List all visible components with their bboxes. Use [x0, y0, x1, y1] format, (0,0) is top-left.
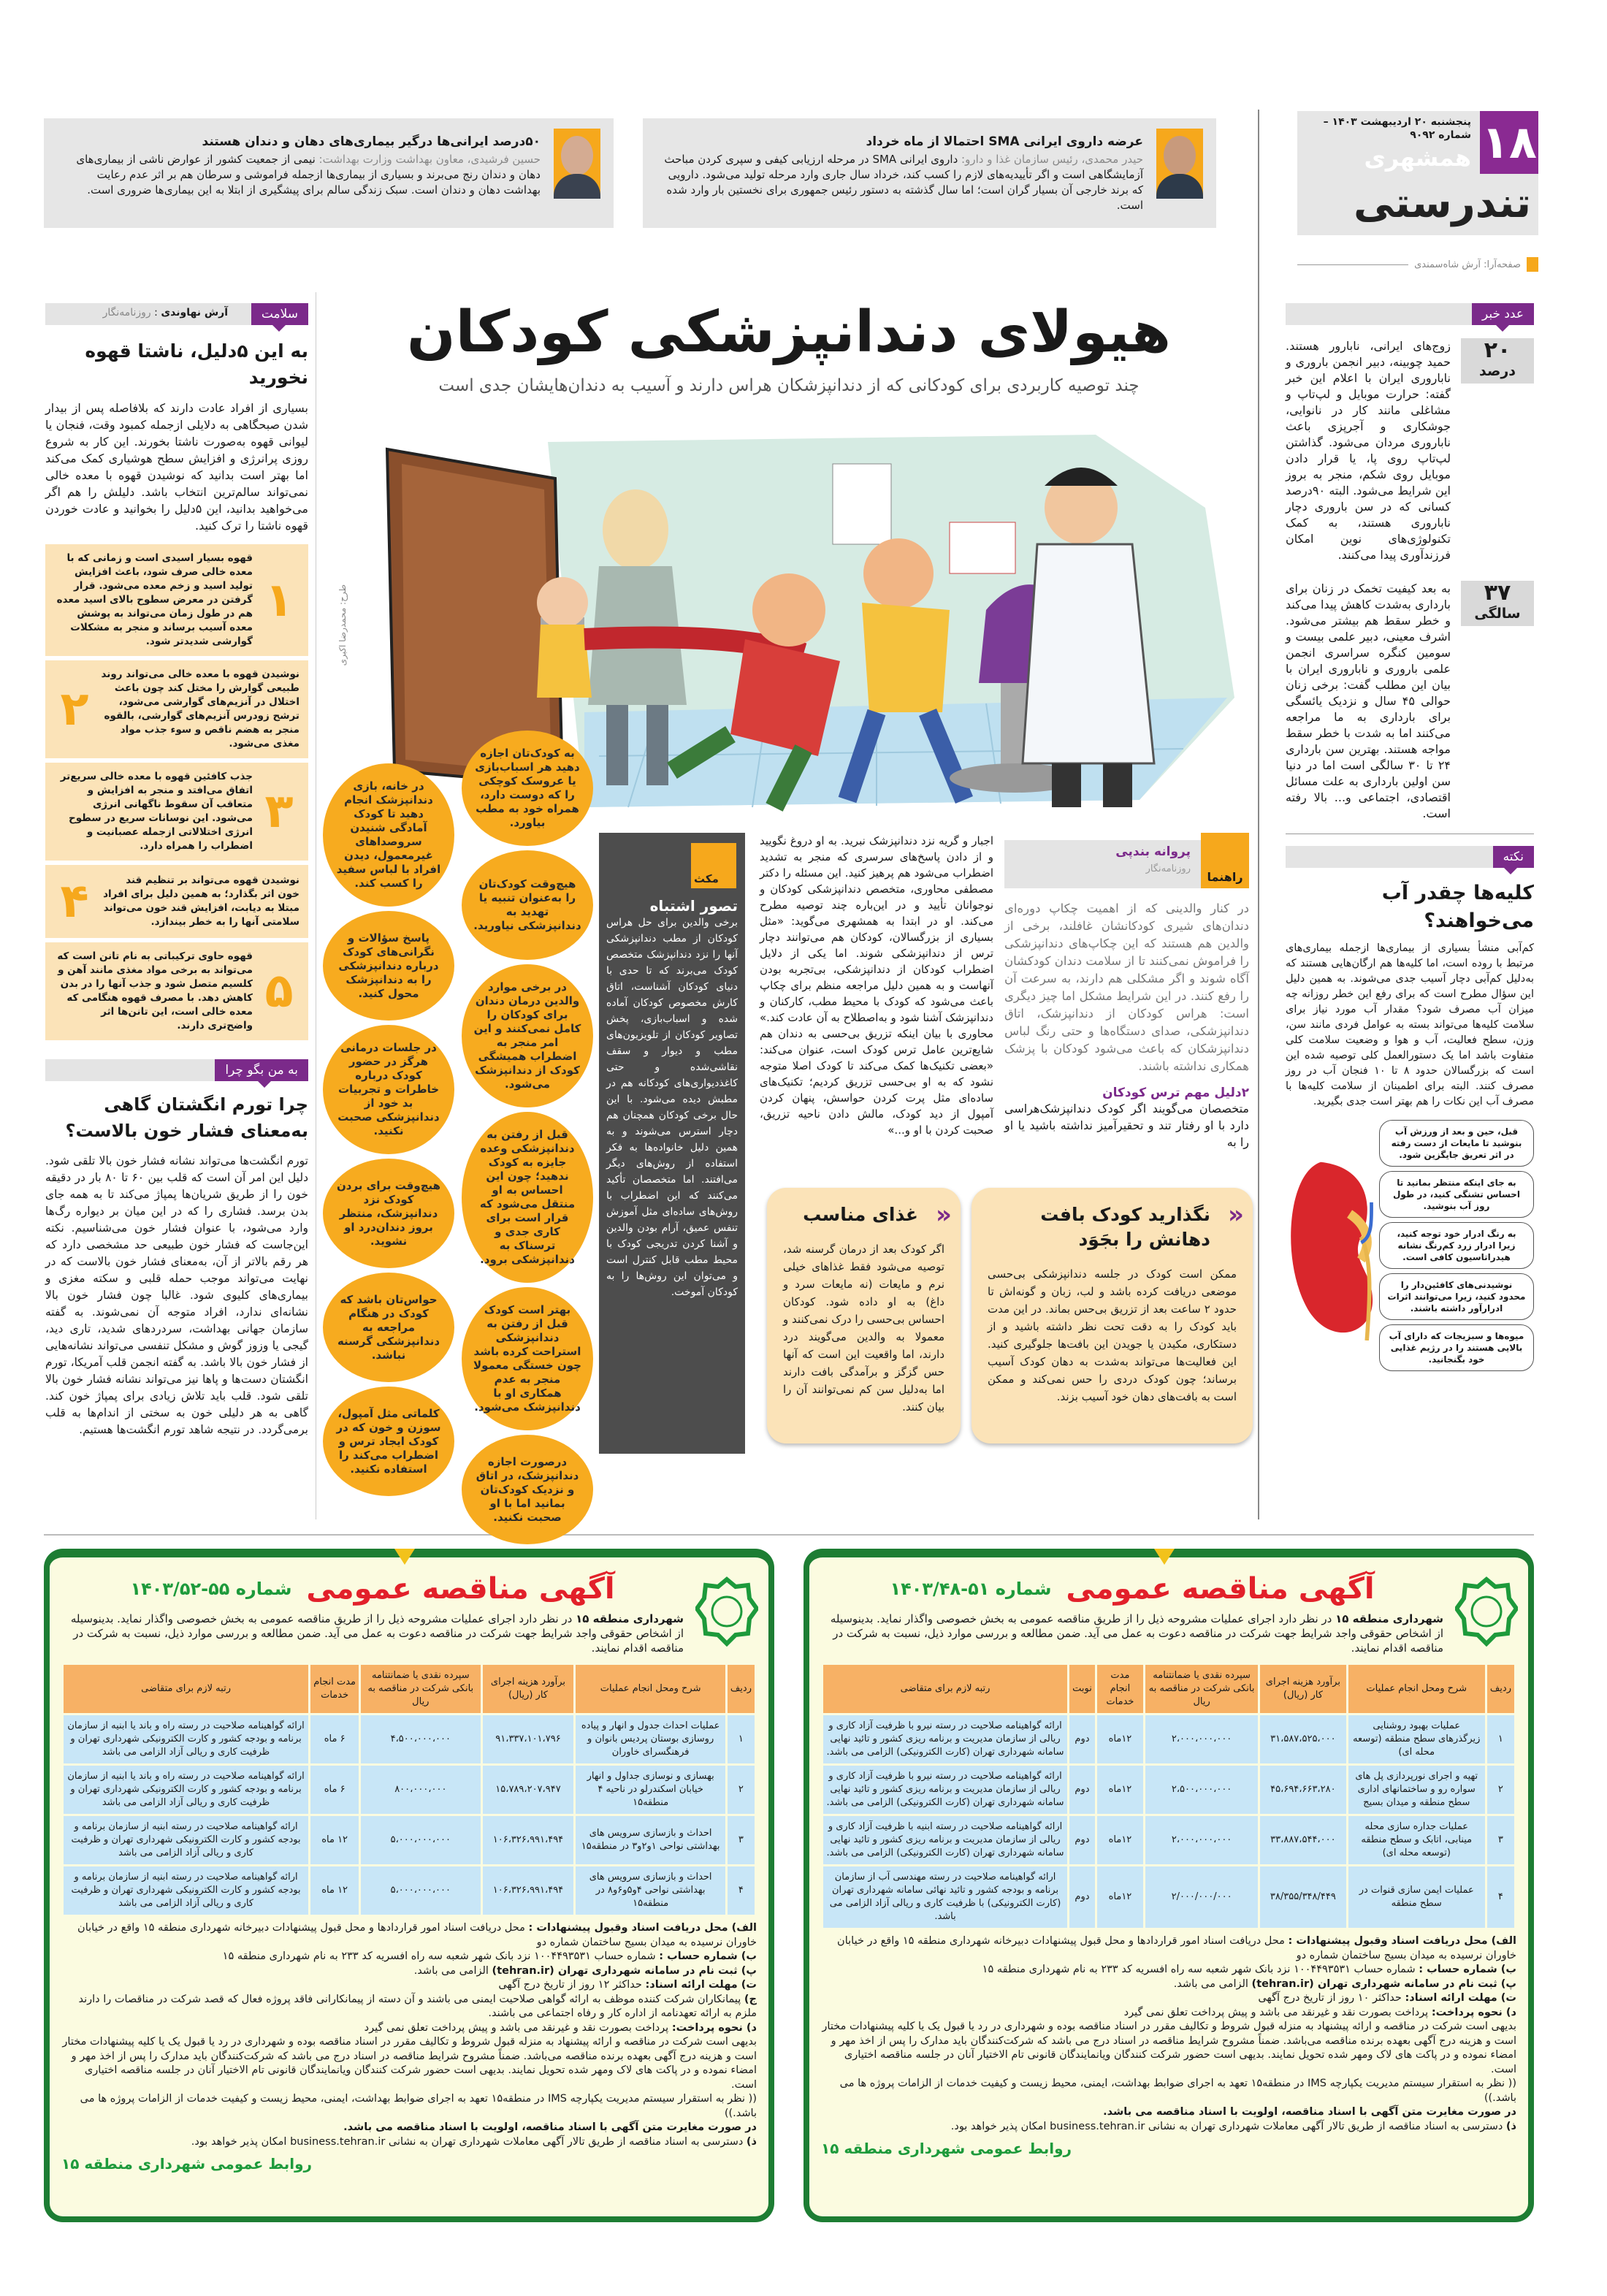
quote-text: داروی ایرانی SMA در مرحله ارزیابی کیفی و سپری کردن مباحث آزمایشگاهی است و اگر تأییدیه‌های لازم را کسب کند، خرداد سال جاری وارد مرحله تولید می‌شود. دارویی که برند خارجی آن بسیار گران است؛ اما سال گذشته به دستور رئیس جمهوری برای نخستین بار وارد شده است.	[664, 153, 1143, 212]
table-row	[823, 1866, 1514, 1928]
table-cell: ارائه گواهینامه صلاحیت در رسته راه و باند یا ابنیه از سازمان برنامه و بودجه کشور و کارت الکترونیکی شهرداری تهران و ظرفیت کاری و ریالی آزاد الزامی می باشد	[64, 1715, 308, 1763]
column-header: شرح ومحل انجام عملیات	[1348, 1665, 1485, 1713]
table-cell: ۴،۵۰۰،۰۰۰،۰۰۰	[361, 1715, 480, 1763]
ad-number: شماره ۵۵-۱۴۰۳/۵۲	[130, 1579, 292, 1599]
table-cell: ۳۳،۸۸۷،۵۴۴،۰۰۰	[1260, 1816, 1346, 1864]
clause-label: د) نحوه پرداخت:	[671, 2021, 757, 2034]
tip-box	[767, 1188, 961, 1443]
column-header: نوبت	[1069, 1665, 1095, 1713]
section-tag: مکث	[691, 843, 736, 888]
table-cell: دوم	[1069, 1766, 1095, 1814]
clause-label: الف) محل دریافت اسناد وقبول پیشنهادات :	[528, 1922, 757, 1934]
section-bar: سلامت آرش نهاوندی : روزنامه‌نگار	[45, 303, 308, 325]
portrait-photo	[1156, 129, 1203, 199]
column-header: سپرده نقدی یا ضمانتنامه بانکی شرکت در مناقصه به ریال	[361, 1665, 480, 1713]
column-header: ردیف	[728, 1665, 755, 1713]
reason-item	[45, 865, 308, 938]
table-cell: ۱۲ماه	[1097, 1816, 1143, 1864]
table-cell: ۱۲ماه	[1097, 1866, 1143, 1928]
tip-box	[972, 1188, 1253, 1443]
ad-signature: روابط عمومی شهرداری منطقه ۱۵	[821, 2140, 1072, 2157]
section-tag: راهنما	[1201, 833, 1249, 888]
tender-ad	[804, 1549, 1534, 2222]
reason-item	[45, 763, 308, 861]
reason-item	[45, 544, 308, 656]
box-title: تصور اشتباه	[649, 897, 738, 915]
reason-item	[45, 942, 308, 1040]
table-cell: احداث و بازسازی سرویس های بهداشتی نواحی ۴و۵و۶و۸ در منطقه۱۵	[576, 1866, 725, 1915]
author-role: روزنامه‌نگار	[1145, 863, 1191, 874]
issue-date: پنجشنبه ۲۰ اردیبهشت ۱۴۰۳ – شماره ۹۰۹۲	[1323, 116, 1471, 141]
clause-text: الزامی می باشد.	[1173, 1977, 1252, 1990]
column-header: ردیف	[1487, 1665, 1514, 1713]
ad-marker-icon	[394, 1549, 415, 1565]
ad-title: آگهی مناقصه عمومی	[306, 1572, 615, 1606]
tip-bubble: هیچ‌وقت کودک‌تان را به‌عنوان تنبیه یا تهدید به دندانپزشکی نیاورید.	[462, 850, 593, 960]
clause-text: حداکثر ۱۰ روز از تاریخ درج آگهی	[1258, 1992, 1405, 2004]
table-cell: ۶ ماه	[310, 1715, 359, 1763]
clause-text: پرداخت بصورت نقد و غیرنقد می باشد و پیش پرداخت تعلق نمی گیرد	[364, 2021, 672, 2034]
tip-bubble: حواس‌تان باشد که کودک در هنگام مراجعه به دندانپزشکی گرسنه نباشد.	[323, 1273, 454, 1382]
tip-title: غذای مناسب	[803, 1204, 918, 1225]
ad-marker-icon	[1154, 1549, 1175, 1565]
quote-speaker: حسین فرشیدی، معاون بهداشت وزارت بهداشت:	[318, 153, 541, 166]
chevron-icon: «	[1228, 1200, 1244, 1229]
table-cell: ۱۲ماه	[1097, 1766, 1143, 1814]
portrait-photo	[554, 129, 600, 199]
kidney-tip: به جای اینکه منتظر بمانید تا احساس تشنگی کنید، در طول روز آب بنوشید.	[1379, 1171, 1534, 1218]
number-value: ۲۰	[1484, 337, 1511, 363]
tip-bubble: در خانه، بازی دندانپزشک انجام دهید تا کودک آمادگی شنیدن سروصداهای غیرمعمول، دیدن افراد با لباس سفید را کسب کند.	[323, 763, 454, 907]
ad-title: آگهی مناقصه عمومی	[1066, 1572, 1375, 1606]
newspaper-logo: همشهری	[1364, 144, 1471, 172]
table-cell: ۲،۰۰۰،۰۰۰،۰۰۰	[1145, 1715, 1258, 1763]
table-cell: ۶ ماه	[310, 1766, 359, 1814]
clause-text: الزامی می باشد.	[413, 1964, 492, 1977]
table-cell: ارائه گواهینامه صلاحیت در رسته مهندسی آب از سازمان برنامه و بودجه کشور و تائید نهائی سامانه شهرداری تهران (کارت الکترونیکی) با ظرفیت کاری و ریالی آزاد الزامی می باشد.	[823, 1866, 1067, 1928]
table-cell: ۱۲ ماه	[310, 1816, 359, 1864]
advertiser-name: شهرداری منطقه ۱۵	[576, 1612, 684, 1625]
article-body: کم‌آبی منشأ بسیاری از بیماری‌ها ازجمله بیماری‌های مرتبط با روده است، اما کلیه‌ها هم ارگان‌هایی هستند که به‌دلیل کم‌آبی دچار آسیب جدی می‌شوند. به همین دلیل این سؤال مطرح است که برای رفع این خطر روزانه چه میزان آب مصرف شود؟ مقدار آب مورد نیاز برای سلامت کلیه‌ها می‌تواند بسته به عوامل فردی مانند سن، وزن، سطح فعالیت، آب و هوا و وضعیت سلامت کلی متفاوت باشد اما یک دستورالعمل کلی توصیه شده این است که بزرگسالان حدود ۸ تا ۱۰ فنجان آب در روز مصرف کنند. البته برای اطمینان از سلامت کلیه‌ها با مصرف آب این نکات را هم بهتر است جدی بگیرید.	[1286, 942, 1534, 1107]
article-body: اجبار و گریه نزد دندانپزشک نبرید. به او دروغ نگویید و از دادن پاسخ‌های سرسری که منجر به تشدید اضطراب می‌شود هم پرهیز کنید. این مسئله را دکتر مصطفی محاوری، متخصص دندانپزشکی کودکان و نوجوانان تأیید و در این‌باره چند توصیه مطرح می‌کند. او در ابتدا به همشهری می‌گوید: «مثل بسیاری از بزرگسالان، کودکان هم می‌توانند دچار ترس از دندانپزشکی شوند. اما یکی از دلایل اضطراب کودکان از دندانپزشکی، بی‌تجربه بودن آنهاست و به همین دلیل مراجعه منظم برای چکاپ باعث می‌شود که کودک با محیط مطب، کارکنان و دندانپزشک آشنا شود و به‌اصطلاح به آن عادت کند.» محاوری با بیان اینکه تزریق بی‌حسی به دندان هم شایع‌ترین عامل ترس کودک است، عنوان می‌کند: «بعضی تکنیک‌ها کمک می‌کند تا کودک اصلا متوجه نشود که به او بی‌حسی تزریق کردیم؛ تکنیک‌های ساده‌ای مثل پرت کردن حواسش، پنهان کردن آمپول از دید کودک، مالش دادن ناحیه تزریق، صحبت کردن با او و...»	[760, 834, 993, 1137]
news-text: زوج‌های ایرانی، نابارور هستند. حمید چوبینه، دبیر انجمن باروری و ناباروری ایران با اعلام این خبر گفته: حرارت موبایل و لپ‌تاپ و مشاغلی مانند کار در نانوایی، جوشکاری و آجرپزی باعث ناباروری مردان می‌شود. گذاشتن لپ‌تاپ روی پا، یا قرار دادن موبایل روی شکم، منجر به بروز این شرایط می‌شود. البته ۹۰درصد کسانی که در سن باروری دچار ناباروری هستند، به کمک تکنولوژی‌های نوین امکان فرزندآوری پیدا می‌کنند.	[1286, 339, 1451, 562]
advertiser-name: شهرداری منطقه ۱۵	[1335, 1612, 1443, 1625]
tip-bubble: پاسخ سؤالات و نگرانی‌های کودک درباره دندانپزشکی را به دندانپزشک محول کنید.	[323, 911, 454, 1021]
news-number-item	[1286, 338, 1534, 563]
layout-credit-text: صفحه‌آرا: آرش شاه‌سمندی	[1414, 259, 1521, 270]
clause-label: ت) مهلت ارائه اسناد:	[1405, 1992, 1516, 2004]
tip-title: نگذارید کودک بافت دهانش را بجَوَد	[1040, 1204, 1210, 1250]
table-row	[823, 1715, 1514, 1763]
illustration-credit: طرح: محمدرضا اکبری	[337, 584, 348, 666]
article-title: به این ۵دلیل، ناشتا قهوه نخورید	[85, 340, 308, 388]
tips-bubbles-column	[462, 731, 593, 1544]
tip-bubble: در جلسات درمانی هرگز در حضور کودک درباره خاطرات و تجربیات بد خود از دندانپزشکی صحبت نکنید.	[323, 1025, 454, 1154]
article-subhead: ۲دلیل مهم ترس کودکان	[1102, 1086, 1249, 1100]
quote-text: نیمی از جمعیت کشور از عوارض ناشی از بیماری‌های دهان و دندان رنج می‌برند و بسیاری از بیماری‌ها ازجمله فراموشی و سرطان هم بر اثر عدم رعایت بهداشت دهان و دندان است. سبک زندگی سالم برای پیشگیری از ابتلا به این بیماری‌ها ضروری است.	[76, 153, 541, 197]
ad-signature: روابط عمومی شهرداری منطقه ۱۵	[61, 2155, 313, 2173]
number-unit: سالگی	[1474, 606, 1521, 622]
page-number: ۱۸	[1480, 111, 1538, 174]
box-text: برخی والدین برای حل هراس کودکان از مطب دندانپزشکی آنها را نزد دندانپزشک متخصص کودک می‌برند که تا حدی با دنیای کودکان آشناست، اتاق کارش مخصوص کودکان آماده شده و اسباب‌بازی، پخش تصاویر کودکان از تلویزیون‌های مطب و دیوار و سقف نقاشی‌شده و حتی کاغذدیواری‌های کودکانه هم در مطبش دیده می‌شود. با این حال برخی کودکان همچنان هم دچار استرس می‌شوند و به همین دلیل خانواده‌ها به فکر استفاده از روش‌های دیگر می‌افتند. اما متخصصان تأکید می‌کنند که این اضطراب با روش‌های ساده‌ای مثل آموزش تنفس عمیق، آرام بودن والدین و آشنا کردن تدریجی کودک با محیط مطب قابل کنترل است و می‌توان این روش‌ها را به کودکان آموخت.	[606, 917, 738, 1298]
tip-text: ممکن است کودک در جلسه دندانپزشکی بی‌حسی موضعی دریافت کرده باشد و لب، زبان و گونه‌اش تا حدود ۲ ساعت بعد از تزریق بی‌حس بماند. در این مدت باید کودک را به دقت تحت نظر داشته باشید و از دستکاری، مکیدن یا جویدن این بافت‌ها جلوگیری کنید. این فعالیت‌ها می‌تواند به‌شدت به دهان کودک آسیب برساند؛ چون کودک دردی را حس نمی‌کند و ممکن است به بافت‌های دهان خود آسیب بزند.	[988, 1267, 1237, 1403]
article-body: متخصصان می‌گویند اگر کودک دندانپزشک‌هراسی دارد با او رفتار تند و تحقیرآمیز نداشته باشید یا او را به	[1004, 1102, 1249, 1149]
table-row	[64, 1715, 755, 1763]
section-bar	[1286, 846, 1534, 868]
table-cell: ۵،۰۰۰،۰۰۰،۰۰۰	[361, 1816, 480, 1864]
clause-label: ب) شماره حساب :	[659, 1950, 757, 1962]
quote-box	[643, 118, 1216, 228]
tehran-municipality-emblem-icon	[695, 1576, 758, 1647]
column-header: برآورد هزینه اجرای کار (ریال)	[483, 1665, 574, 1713]
author-name: آرش نهاوندی	[161, 307, 228, 319]
clause-label: در صورت مغایرت متن آگهی با اسناد مناقصه، اولویت با اسناد مناقصه می باشد.	[1103, 2106, 1516, 2118]
kidney-tip: قبل، حین و بعد از ورزش آب بنوشید تا مایعات از دست رفته در اثر تعریق جایگزین شود.	[1379, 1120, 1534, 1167]
quote-title: ۵۰درصد ایرانی‌ها درگیر بیماری‌های دهان و دندان هستند	[202, 134, 541, 149]
article-body: تورم انگشت‌ها می‌تواند نشانه فشار خون بالا تلقی شود. دلیل این امر آن است که قلب بین ۶۰ تا ۸۰ بار در دقیقه خون را از طریق شریان‌ها پمپاژ می‌کند تا به همه جای بدن برسد. فشاری را که در این میان بر دیواره رگ‌ها وارد می‌شود، با عنوان فشار خون می‌شناسیم. نکته این‌جاست که فشار خون طبیعی حد مشخصی دارد که هر رقم بالاتر از آن، به‌معنای فشار خون بالاست که در نهایت می‌تواند موجب حمله قلبی و سکته مغزی و بیماری‌های کلیوی شود. غالبا چون فشار خون بالا نشانه‌ای ندارد، افراد متوجه آن نمی‌شوند. به گفته سازمان جهانی بهداشت، سردردهای شدید، تاری دید، گیجی یا وزوز گوش و مشکل تنفسی می‌تواند نشانه‌هایی از فشار خون بالا باشد. به گفته انجمن قلب آمریکا، تورم انگشتان دست‌ها و پاها نیز می‌تواند نشانه فشار خون بالا تلقی شود. قلب باید تلاش زیادی برای پمپاژ خون کند. گاهی به هر دلیلی خون به سختی از اندام‌ها به قلب برمی‌گردد. در نتیجه شاهد تورم انگشت‌ها هستیم.	[45, 1154, 308, 1436]
clause-text: محل دریافت اسناد امور قراردادها و محل قبول پیشنهادات دبیرخانه شهرداری منطقه ۱۵ واقع در خیابان خاوران نرسیده به میدان بسیج ساختمان شماره دو	[77, 1922, 757, 1948]
tip-bubble: در برخی موارد والدین درمان دندان برای کودکان را کامل نمی‌کنند و این امر منجر به اضطراب همیشگی کودک از دندانپزشک می‌شود.	[462, 964, 593, 1107]
ad-intro: در نظر دارد اجرای عملیات مشروحه ذیل را از طریق مناقصه عمومی به بخش خصوصی واگذار نماید. بدینوسیله از اشخاص حقوقی واجد شرایط جهت شرکت در مناقصه دعوت به عمل می آید. ضمن مطالعه و بررسی موارد ذیل، نسبت به شرکت در مناقصه اقدام نمایند.	[70, 1612, 684, 1655]
table-row	[823, 1816, 1514, 1864]
table-cell: احداث و بازسازی سرویس های بهداشتی نواحی ۱و۲و۳ در منطقه۱۵	[576, 1816, 725, 1864]
table-cell: دوم	[1069, 1715, 1095, 1763]
reason-text: جذب کافئین قهوه با معده خالی سریع‌تر اتفاق می‌افتد و منجر به افزایش و متعاقب آن سقوط ناگهانی انرژی می‌شود. این نوسانات سریع در سطوح انرژی اختلالاتی ازجمله عصبانیت و اضطراب را همراه دارد.	[60, 771, 253, 852]
ad-number: شماره ۵۱-۱۴۰۳/۴۸	[890, 1579, 1052, 1599]
author-name: پروانه بندپی	[1115, 844, 1191, 859]
kidney-tip: به رنگ ادرار خود توجه کنید، زیرا ادرار زرد کم‌رنگ نشانه هیدراتاسیون کافی است.	[1379, 1222, 1534, 1269]
clause-label: ت) مهلت ارائه اسناد:	[645, 1979, 757, 1991]
clause-text: شماره حساب ۱۰۰۴۴۹۳۵۳۱ نزد بانک شهر شعبه سه راه افسریه کد ۲۳۳ به نام شهرداری منطقه ۱۵	[982, 1964, 1419, 1975]
table-cell: ۴	[1487, 1866, 1514, 1928]
number-unit: درصد	[1478, 363, 1516, 379]
reason-text: قهوه حاوی ترکیباتی به نام تانن است که می‌تواند به برخی مواد مغذی مانند آهن و کلسیم متصل شود و جذب آنها را در بدن کاهش دهد. با مصرف قهوه هنگامی که معده خالی است، این تانن‌ها اثر واضح‌تری دارند.	[57, 950, 253, 1031]
table-cell: ۲	[1487, 1766, 1514, 1814]
table-cell: ۹۱،۳۳۷،۱۰۱،۷۹۶	[483, 1715, 574, 1763]
tender-table	[61, 1663, 757, 1917]
reason-number: ۲	[60, 682, 89, 736]
tip-bubble: هیچ‌وقت برای بردن کودک نزد دندانپزشک، منتظر بروز دندان‌درد او نشوید.	[323, 1159, 454, 1268]
tip-bubble: بهتر است کودک قبل از رفتن به دندانپزشکی استراحت کرده باشد چون خستگی معمولا منجر به عدم همکاری او با دندانپزشک می‌شود.	[462, 1287, 593, 1430]
clause-text: بدیهی است شرکت در مناقصه و ارائه پیشنهاد به منزله قبول شروط و تکالیف مقرر در اسناد مناقصه بوده و شهرداری در رد یا قبول یک یا کلیه پیشنهادات مختار است و هزینه درج آگهی بعهده برنده مناقصه می‌باشد. ضمناً مشروح شرایط مناقصه در اسناد درج می باشد که شرکت‌کنندگان باید مدارک را پس از اخذ مهر و امضاء نموده و در پاکت های لاک ومهر شده تحویل نمایند. بدیهی است حضور شرکت کنندگان ویانمایندگان قانونی تام الاختیار آنان در جلسه مناقصه اختیاری است.	[822, 2021, 1516, 2075]
clause-text: دسترسی به اسناد مناقصه از طریق تالار آگهی معاملات شهرداری تهران به نشانی business.tehran.ir امکان پذیر خواهد بود.	[191, 2135, 747, 2148]
table-cell: ۴	[728, 1866, 755, 1915]
table-cell: تهیه و اجرای نورپردازی پل های سواره رو و ساختمانهای اداری سطح منطقه و میدان بسیج	[1348, 1766, 1485, 1814]
table-cell: ۱۲ ماه	[310, 1866, 359, 1915]
clause-text: (( نظر به استقرار سیستم مدیریت یکپارچه IMS در منطقه۱۵ تعهد به اجرای ضوابط بهداشت، ایمنی، محیط زیست و کیفیت خدمات از الزامات پروژه ها می باشد.))	[80, 2093, 757, 2119]
author-role: روزنامه‌نگار	[102, 307, 151, 319]
clause-text: (( نظر به استقرار سیستم مدیریت یکپارچه IMS در منطقه۱۵ تعهد به اجرای ضوابط بهداشت، ایمنی، محیط زیست و کیفیت خدمات از الزامات پروژه ها می باشد.))	[839, 2078, 1516, 2104]
number-value: ۳۷	[1484, 580, 1511, 606]
tender-ad	[44, 1549, 774, 2222]
number-badge	[1461, 581, 1534, 626]
clause-label: د) نحوه پرداخت:	[1431, 2006, 1516, 2018]
table-cell: ۳	[728, 1816, 755, 1864]
guide-article	[1004, 833, 1249, 1151]
tender-table	[821, 1663, 1516, 1930]
tips-bubbles-column	[323, 763, 454, 1496]
news-text: به بعد کیفیت تخمک در زنان برای بارداری به‌شدت کاهش پیدا می‌کند و خطر سقط هم بیشتر می‌شود. اشرف معینی، دبیر علمی بیست و سومین کنگره سراسری انجمن علمی باروری و ناباروری ایران با بیان این مطلب گفت: برخی زنان حوالی ۴۵ سال و نزدیک یائسگی برای بارداری به ما مراجعه می‌کنند اما به شدت با خطر سقط مواجه هستند. بهترین سن بارداری ۲۴ تا ۳۰ سالگی است اما در دنیا سن اولین بارداری به علت مسائل اقتصادی، اجتماعی و... بالا رفته است.	[1286, 581, 1451, 820]
table-cell: ۸۰۰،۰۰۰،۰۰۰	[361, 1766, 480, 1814]
quote-title: عرضه داروی ایرانی SMA احتمالا از ماه خرداد	[866, 134, 1143, 149]
tip-bubble: درصورت اجازه دندانپزشک، در اتاق و نزدیک کودک‌تان بمانید اما با او صحبت نکنید.	[462, 1435, 593, 1544]
table-cell: دوم	[1069, 1866, 1095, 1928]
clause-label: ج)	[744, 1993, 757, 2005]
sidebar-box-makth	[599, 833, 745, 1454]
table-cell: ارائه گواهینامه صلاحیت در رسته راه و باند یا ابنیه از سازمان برنامه و بودجه کشور و کارت الکترونیکی شهرداری تهران و ظرفیت کاری و ریالی آزاد الزامی می باشد	[64, 1766, 308, 1814]
reason-number: ۱	[264, 573, 294, 628]
clause-text: محل دریافت اسناد امور قراردادها و محل قبول پیشنهادات دبیرخانه شهرداری منطقه ۱۵ واقع در خیابان خاوران نرسیده به میدان بسیج ساختمان شماره دو	[837, 1935, 1516, 1961]
column-header: سپرده نقدی یا ضمانتنامه بانکی شرکت در مناقصه به ریال	[1145, 1665, 1258, 1713]
reason-number: ۳	[264, 785, 294, 839]
column-header: مدت انجام خدمات	[1097, 1665, 1143, 1713]
table-row	[64, 1816, 755, 1864]
section-divider	[44, 1534, 1534, 1536]
column-divider	[1258, 110, 1259, 1519]
ad-clauses	[821, 1934, 1516, 2134]
tip-text: اگر کودک بعد از درمان گرسنه شد، توصیه می‌شود فقط غذاهای خیلی نرم و مایعات (نه مایعات سرد و داغ) به او داده شود. کودکان احساس بی‌حسی را درک نمی‌کنند و معمولا به والدین می‌گویند درد دارند، اما واقعیت این است که آنها حس گزگز و برآمدگی بافت دارند اما به‌دلیل سن کم نمی‌توانند آن را بیان کنند.	[783, 1243, 944, 1414]
right-column	[1286, 303, 1534, 1371]
article-title: چرا تورم انگشتان گاهی به‌معنای فشار خون بالاست؟	[65, 1094, 308, 1141]
table-cell: ۱	[1487, 1715, 1514, 1763]
table-cell: ۳۱،۵۸۷،۵۲۵،۰۰۰	[1260, 1715, 1346, 1763]
article-body: بسیاری از افراد عادت دارند که بلافاصله پس از بیدار شدن صبحگاهی به دلایلی ازجمله کمبود وقت، فنجان یا لیوانی قهوه به‌صورت ناشتا بخورند. این کار به شروع روزی پرانرژی و افزایش سطح هوشیاری کمک می‌کند اما بهتر است بدانید که نوشیدن قهوه با معده خالی نمی‌تواند سالم‌ترین انتخاب باشد. دلیلش را هم اگر می‌خواهید بدانید، این ۵دلیل را بخوانید و عادت خوردن قهوه ناشتا را ترک کنید.	[45, 401, 308, 533]
table-cell: عملیات احداث جدول و انهار و پیاده روسازی بوستان پردیس بانوان و فرهنگسرای خاوران	[576, 1715, 725, 1763]
clause-label: پ) ثبت نام در سامانه شهرداری تهران (tehran.ir)	[1251, 1977, 1516, 1990]
reason-text: نوشیدن قهوه می‌تواند بر تنظیم قند خون اثر بگذارد؛ به همین دلیل برای افراد مبتلا به دیابت، افزایش قند خون می‌تواند سلامتی آنها را به خطر بیندازد.	[103, 874, 299, 928]
reason-text: قهوه بسیار اسیدی است و زمانی که با معده خالی صرف شود، باعث افزایش تولید اسید و زخم معده می‌شود. قرار گرفتن در معرض سطوح بالای اسید معده هم در طول زمان می‌تواند به پوشش معده آسیب برساند و منجر به مشکلات گوارشی شدیدتر شود.	[56, 552, 253, 647]
quote-speaker: حیدر محمدی، رئیس سازمان غذا و دارو:	[961, 153, 1143, 166]
reason-number: ۴	[60, 874, 89, 928]
table-row	[64, 1866, 755, 1915]
clause-text: حداکثر ۱۲ روز از تاریخ درج آگهی	[498, 1979, 646, 1991]
table-cell: ارائه گواهینامه صلاحیت در رسته نیرو با ظرفیت آزاد کاری و ریالی از سازمان مدیریت و برنامه ریزی کشور و تائید نهایی سامانه شهرداری تهران (کارت الکترونیکی) الزامی می باشد.	[823, 1715, 1067, 1763]
kidney-tip: میوه‌ها و سبزیجات که دارای آب بالایی هستند را در رژیم غذایی خود بگنجانید.	[1379, 1324, 1534, 1371]
kidney-icon	[1286, 1151, 1373, 1340]
section-bar	[45, 1059, 308, 1081]
column-header: مدت انجام خدمات	[310, 1665, 359, 1713]
table-cell: ارائه گواهینامه صلاحیت در رسته ابنیه از سازمان برنامه و بودجه کشور و کارت الکترونیکی شهرداری تهران و ظرفیت کاری و ریالی آزاد الزامی می باشد	[64, 1816, 308, 1864]
tip-bubble: قبل از رفتن به دندانپزشکی وعده جایزه به کودک ندهید؛ چون این احساس به او منتقل می‌شود که قرار است برای کاری جدی و ترسناک به دندانپزشکی برود.	[462, 1112, 593, 1283]
table-cell: ۲/۰۰۰/۰۰۰/۰۰۰	[1145, 1866, 1258, 1928]
clause-text: پیمانکاران شرکت کننده موظف به ارائه گواهی صلاحیت ایمنی می باشند و آن دسته از پیمانکارانی فاقد پروژه فعال که قصد شرکت در مناقصات را دارند ملزم به ارائه تعهدنامه از اداره کار و رفاه اجتماعی می باشند.	[78, 1993, 757, 2019]
table-cell: ۵،۰۰۰،۰۰۰،۰۰۰	[361, 1866, 480, 1915]
clause-text: پرداخت بصورت نقد و غیرنقد می باشد و پیش پرداخت تعلق نمی گیرد	[1123, 2006, 1432, 2018]
column-header: شرح ومحل انجام عملیات	[576, 1665, 725, 1713]
left-column	[45, 303, 308, 1438]
bullet-icon	[1527, 257, 1538, 272]
table-cell: ۱۰۶،۳۲۶،۹۹۱،۴۹۴	[483, 1866, 574, 1915]
kidney-tip: نوشیدنی‌های کافئین‌دار را محدود کنید، زیرا می‌توانند اثرات ادرارآور داشته باشند.	[1379, 1273, 1534, 1320]
section-tag: عدد خبر	[1472, 303, 1534, 325]
clause-label: پ) ثبت نام در سامانه شهرداری تهران (tehran.ir)	[492, 1964, 757, 1977]
reason-number: ۵	[264, 964, 294, 1018]
table-cell: ۳۸/۳۵۵/۳۴۸/۴۴۹	[1260, 1866, 1346, 1928]
table-cell: عملیات جداره سازی محله مینابی، اتابک و سطح منطقه (توسعه محله ای)	[1348, 1816, 1485, 1864]
clause-label: در صورت مغایرت متن آگهی با اسناد مناقصه، اولویت با اسناد مناقصه می باشد.	[343, 2121, 757, 2133]
article-lead: در کنار والدینی که از اهمیت چکاپ دوره‌ای دندان‌های شیری کودکانشان غافلند، برخی از والدین هم هستند که این چکاپ‌های دندانپزشکی را فراموش نمی‌کنند تا از سلامت دندان کودکشان آگاه شوند و اگر مشکلی هم دارند، به سرعت آن را رفع کنند. در این شرایط مشکل اما چیز دیگری است: هراس کودکان از دندانپزشک، اتاق دندانپزشکی، صدای دستگاه‌ها و حتی رنگ لباس دندانپزشکان که باعث می‌شود کودکان با پزشک همکاری نداشته باشند.	[1004, 901, 1249, 1073]
ad-clauses	[61, 1921, 757, 2149]
table-row	[823, 1766, 1514, 1814]
reason-item	[45, 660, 308, 758]
article-title: کلیه‌ها چقدر آب می‌خواهند؟	[1381, 882, 1534, 932]
tip-bubble: کلماتی مثل آمپول، سوزن و خون که در کودک ایجاد ترس و اضطراب می‌کند را استفاده نکنید.	[323, 1387, 454, 1496]
tip-bubble: به کودک‌تان اجازه دهید هر اسباب‌بازی یا عروسک کوچکی را که دوست دارد، همراه خود به مطب بیاورد.	[462, 731, 593, 846]
reason-text: نوشیدن قهوه با معده خالی می‌تواند روند طبیعی گوارش را مختل کند چون باعث اختلال در آنزیم‌های گوارشی می‌شود، ترشح زودرس آنزیم‌های گوارشی، بالقوه منجر به هضم ناقص و سوء جذب مواد مغذی می‌شود.	[101, 668, 299, 750]
clause-label: الف) محل دریافت اسناد وقبول پیشنهادات :	[1288, 1935, 1516, 1947]
clause-label: ذ)	[746, 2135, 757, 2148]
main-headline: هیولای دندانپزشکی کودکان	[407, 300, 1171, 365]
section-bar	[1286, 303, 1534, 325]
table-cell: ۱	[728, 1715, 755, 1763]
layout-credit	[1297, 257, 1538, 272]
table-cell: ارائه گواهینامه صلاحیت در رسته ابنیه از سازمان برنامه و بودجه کشور و کارت الکترونیکی شهرداری تهران و ظرفیت کاری و ریالی آزاد الزامی می باشد	[64, 1866, 308, 1915]
clause-text: بدیهی است شرکت در مناقصه و ارائه پیشنهاد به منزله قبول شروط و تکالیف مقرر در اسناد مناقصه بوده و شهرداری در رد یا قبول یک یا کلیه پیشنهادات مختار است و هزینه درج آگهی بعهده برنده مناقصه می‌باشد. ضمناً مشروح شرایط مناقصه در اسناد درج می باشد که شرکت‌کنندگان باید مدارک را پس از اخذ مهر و امضاء نموده و در پاکت های لاک ومهر شده تحویل نمایند. بدیهی است حضور شرکت کنندگان ویانمایندگان قانونی تام الاختیار آنان در جلسه مناقصه اختیاری است.	[62, 2036, 757, 2091]
reasons-list	[45, 544, 308, 1040]
clause-label: ب) شماره حساب :	[1419, 1964, 1516, 1975]
table-cell: ۴۵،۶۹۴،۶۶۳،۲۸۰	[1260, 1766, 1346, 1814]
table-cell: ۲	[728, 1766, 755, 1814]
quote-box	[44, 118, 614, 228]
column-header: رتبه لازم برای متقاضی	[64, 1665, 308, 1713]
clause-text: دسترسی به اسناد مناقصه از طریق تالار آگهی معاملات شهرداری تهران به نشانی business.tehran.ir امکان پذیر خواهد بود.	[950, 2120, 1506, 2132]
table-cell: دوم	[1069, 1816, 1095, 1864]
table-cell: ارائه گواهینامه صلاحیت در رسته نیرو با ظرفیت آزاد کاری و ریالی از سازمان مدیریت و برنامه ریزی کشور و تائید نهایی سامانه شهرداری تهران (کارت الکترونیکی) الزامی می باشد.	[823, 1766, 1067, 1814]
table-cell: ارائه گواهینامه صلاحیت در رسته ابنیه با ظرفیت آزاد کاری و ریالی از سازمان مدیریت و برنامه ریزی کشور و تائید نهایی سامانه شهرداری تهران (کارت الکترونیکی) الزامی می باشد.	[823, 1816, 1067, 1864]
table-cell: ۱۰۶،۳۲۶،۹۹۱،۴۹۴	[483, 1816, 574, 1864]
tehran-municipality-emblem-icon	[1455, 1576, 1518, 1647]
number-badge	[1461, 338, 1534, 384]
table-cell: ۳	[1487, 1816, 1514, 1864]
ad-intro: در نظر دارد اجرای عملیات مشروحه ذیل را از طریق مناقصه عمومی به بخش خصوصی واگذار نماید. بدینوسیله از اشخاص حقوقی واجد شرایط جهت شرکت در مناقصه دعوت به عمل می آید. ضمن مطالعه و بررسی موارد ذیل، نسبت به شرکت در مناقصه اقدام نمایند.	[830, 1612, 1443, 1655]
main-subheadline: چند توصیه کاربردی برای کودکانی که از دندانپزشکان هراس دارند و آسیب به دندان‌هایشان جدی است	[438, 376, 1140, 395]
section-tag: سلامت	[251, 303, 308, 325]
table-cell: بهسازی و نوسازی جداول و انهار خیابان اسکندرلو در ناحیه ۴ منطقه۱۵	[576, 1766, 725, 1814]
clause-label: ذ)	[1505, 2120, 1516, 2132]
table-cell: ۱۲ماه	[1097, 1715, 1143, 1763]
table-cell: ۲،۰۰۰،۰۰۰،۰۰۰	[1145, 1816, 1258, 1864]
table-cell: ۲،۵۰۰،۰۰۰،۰۰۰	[1145, 1766, 1258, 1814]
section-tag: نکته	[1493, 846, 1534, 868]
table-row	[64, 1766, 755, 1814]
clause-text: شماره حساب ۱۰۰۴۴۹۳۵۳۱ نزد بانک شهر شعبه سه راه افسریه کد ۲۳۳ به نام شهرداری منطقه ۱۵	[222, 1950, 660, 1962]
column-header: برآورد هزینه اجرای کار (ریال)	[1260, 1665, 1346, 1713]
news-number-item	[1286, 581, 1534, 822]
section-title: تندرستی	[1353, 180, 1531, 227]
table-cell: ۱۵،۷۸۹،۲۰۷،۹۴۷	[483, 1766, 574, 1814]
table-cell: عملیات ایمن سازی قنوات در سطح منطقه	[1348, 1866, 1485, 1928]
page-masthead	[1297, 111, 1538, 235]
section-tag: به من بگو چرا	[215, 1059, 308, 1081]
chevron-icon: «	[936, 1200, 952, 1229]
table-cell: عملیات بهبود روشنایی زیرگذرهای سطح منطقه (توسعه محله ای)	[1348, 1715, 1485, 1763]
column-header: رتبه لازم برای متقاضی	[823, 1665, 1067, 1713]
kidney-infographic	[1286, 1120, 1534, 1371]
